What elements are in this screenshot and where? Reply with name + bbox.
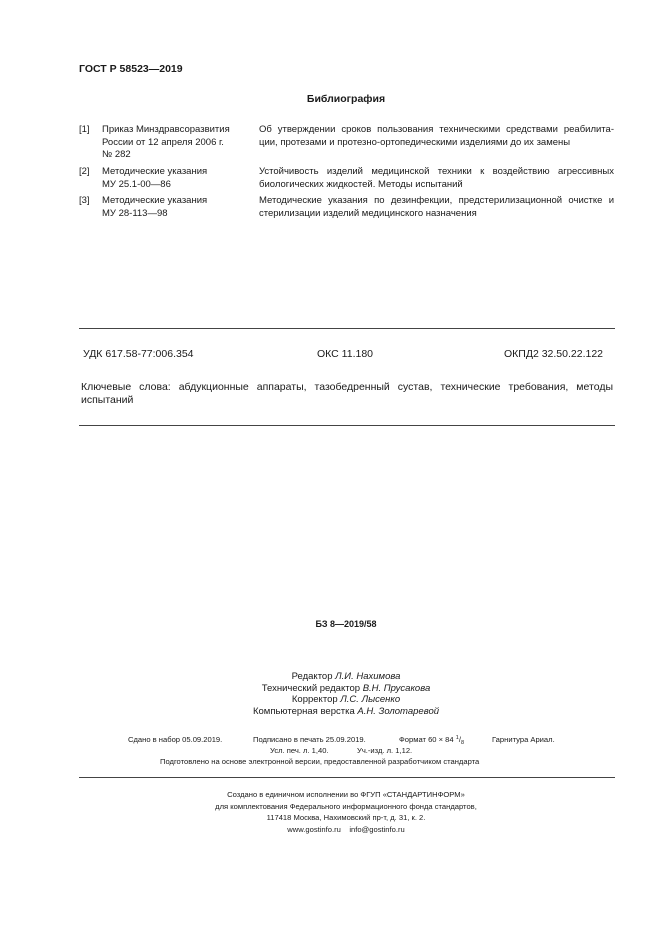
bib-ref-line: МУ 25.1-00—86 (102, 178, 171, 190)
typeface: Гарнитура Ариал. (492, 735, 555, 744)
bib-entry-1-number: [1] (79, 124, 90, 135)
divider-bottom (79, 425, 615, 426)
corrector-line (0, 694, 661, 706)
bib-desc-line: ции, протезами и протезно-ортопедическими изделиями до их замены (259, 136, 571, 148)
bz-number: БЗ 8—2019/58 (315, 619, 377, 629)
bib-entry-2-reference (102, 166, 252, 191)
keywords (81, 381, 613, 407)
standard-code: ГОСТ Р 58523—2019 (79, 63, 183, 75)
editor-line (0, 671, 661, 683)
publisher-line: для комплектования Федерального информационного фонда стандартов, (215, 801, 477, 811)
format-numerator: 1 (455, 735, 459, 741)
tech-editor-line (0, 683, 661, 695)
okpd-code: ОКПД2 32.50.22.122 (504, 348, 604, 360)
divider-publisher (79, 777, 615, 778)
corrector-name: Л.С. Лысенко (340, 694, 401, 706)
bib-ref-line: Методические указания (102, 195, 208, 206)
bib-desc-line: биологических жидкостей. Методы испытаний (259, 178, 463, 190)
divider-top (79, 328, 615, 329)
print-sheets: Усл. печ. л. 1,40. (270, 746, 329, 755)
tech-editor-label: Технический редактор (261, 682, 361, 694)
bib-entry-3-number: [3] (79, 195, 90, 206)
bib-entry-3-reference (102, 195, 252, 220)
bib-entry-2-description (259, 166, 614, 191)
keywords-line: испытаний (81, 394, 134, 406)
oks-code: ОКС 11.180 (317, 348, 374, 360)
format-denominator: 8 (460, 740, 465, 746)
bib-ref-line: России от 12 апреля 2006 г. (102, 136, 224, 148)
credits (0, 671, 661, 717)
udk-code: УДК 617.58-77:006.354 (83, 348, 194, 360)
bib-desc-line: Устойчивость изделий медицинской техники к воздействию агрессивных (259, 166, 614, 177)
tech-editor-name: В.Н. Прусакова (362, 682, 431, 694)
publisher-info (0, 789, 661, 835)
corrector-label: Корректор (291, 694, 338, 706)
publisher-website-link[interactable]: www.gostinfo.ru (287, 824, 341, 834)
prepared-note: Подготовлено на основе электронной версии, предоставленной разработчиком стандарта (160, 757, 480, 766)
publisher-contacts (0, 824, 661, 836)
print-format: Формат 60 × 84 $^1/_8$ (399, 735, 465, 746)
bib-entry-1-reference (102, 124, 252, 162)
publisher-address: 117418 Москва, Нахимовский пр-т, д. 31, к. 2. (266, 813, 426, 823)
bib-ref-line: МУ 28-113—98 (102, 207, 168, 219)
bibliography-title: Библиография (306, 93, 386, 105)
submitted-date: Сдано в набор 05.09.2019. (128, 735, 223, 744)
publisher-line: Создано в единичном исполнении во ФГУП «СТАНДАРТИНФОРМ» (227, 790, 465, 799)
layout-line (0, 706, 661, 718)
bib-desc-line: стерилизации изделий медицинского назначения (259, 207, 477, 219)
bib-desc-line: Методические указания по дезинфекции, предстерилизационной очистке и (259, 195, 614, 206)
bib-entry-1-description (259, 124, 614, 149)
layout-label: Компьютерная верстка (252, 705, 355, 717)
publisher-sheets: Уч.-изд. л. 1,12. (357, 746, 413, 755)
bib-ref-line: Методические указания (102, 166, 208, 177)
editor-label: Редактор (291, 671, 333, 682)
layout-name: А.Н. Золотаревой (357, 705, 440, 717)
bib-entry-3-description (259, 195, 614, 220)
signed-date: Подписано в печать 25.09.2019. (253, 735, 366, 744)
editor-name: Л.И. Нахимова (335, 671, 401, 682)
publisher-email-link[interactable]: info@gostinfo.ru (349, 824, 405, 834)
bib-ref-line: Приказ Минздравсоразвития (102, 124, 230, 135)
bib-entry-2-number: [2] (79, 166, 90, 177)
bib-ref-line: № 282 (102, 149, 131, 160)
format-label: Формат 60 × 84 (399, 735, 454, 744)
keywords-line: Ключевые слова: абдукционные аппараты, тазобедренный сустав, технические требования, методы (81, 381, 613, 393)
bib-desc-line: Об утверждении сроков пользования техническими средствами реабилита- (259, 124, 614, 135)
